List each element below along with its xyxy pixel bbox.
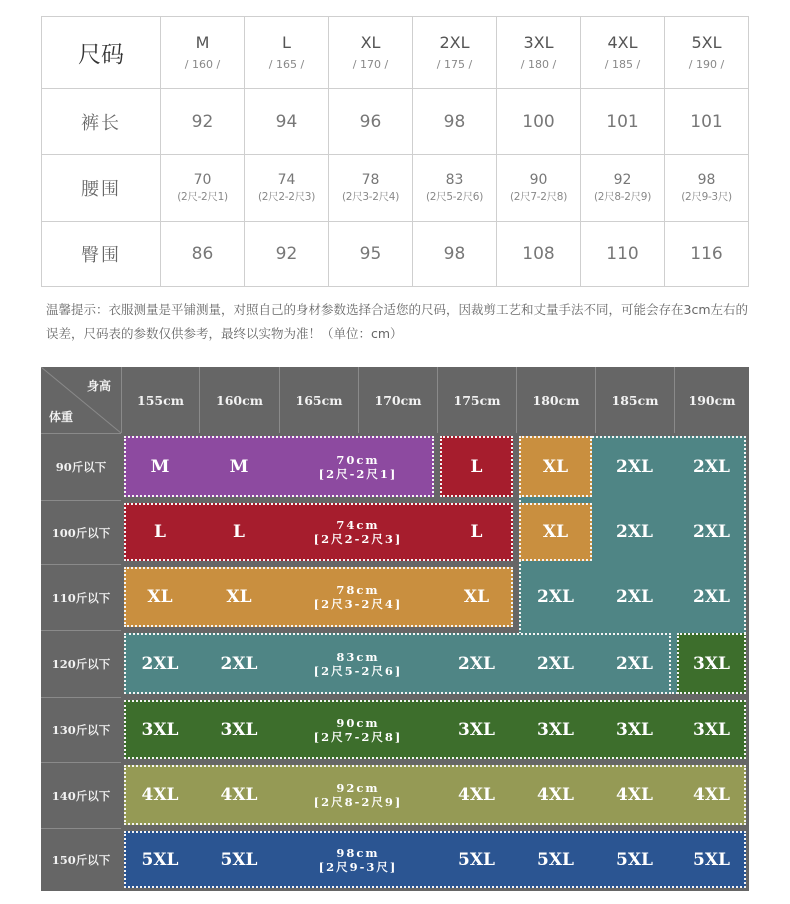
size-col-xl <box>329 17 413 89</box>
size-label: XL <box>360 32 381 52</box>
size-label: 4XL <box>616 785 653 805</box>
cell-value: 101 <box>606 111 639 132</box>
waist-chi: [2尺8-2尺9] <box>313 795 403 809</box>
height-axis-label: 身高 <box>86 379 111 393</box>
waist-cm: 74cm <box>336 518 380 532</box>
cell-chi-value: (2尺-2尺1) <box>177 191 228 203</box>
cell-value: 95 <box>359 244 382 264</box>
size-table <box>41 16 749 287</box>
waist-chi: [2尺-2尺1] <box>318 466 398 481</box>
table-cell <box>497 155 581 222</box>
size-label: 4XL <box>141 785 179 805</box>
size-height: / 180 / <box>520 57 557 71</box>
cell-value: 86 <box>191 244 214 264</box>
waist-cm: 98cm <box>336 845 380 860</box>
cell-value: 78 <box>361 172 380 188</box>
size-label: XL <box>542 456 569 477</box>
size-col-2xl <box>413 17 497 89</box>
cell-value: 96 <box>359 111 382 132</box>
cell-value: 101 <box>690 111 723 132</box>
size-label: 3XL <box>523 32 554 52</box>
cell-value: 108 <box>522 244 555 264</box>
table-cell <box>497 222 581 287</box>
weight-row-label: 140斤以下 <box>41 762 121 828</box>
table-cell <box>161 89 245 155</box>
cell-value: 94 <box>275 111 298 132</box>
cell-value: 110 <box>606 244 639 264</box>
height-weight-chart <box>41 367 749 891</box>
size-col-m <box>161 17 245 89</box>
table-cell <box>245 222 329 287</box>
size-label: 2XL <box>537 653 574 674</box>
row-label-cell <box>42 222 161 287</box>
table-cell <box>245 155 329 222</box>
size-label: 2XL <box>537 587 574 607</box>
row-label: 腰围 <box>81 179 121 200</box>
weight-row-label: 150斤以下 <box>41 828 121 891</box>
height-header-cell: 185cm <box>595 367 674 433</box>
weight-row-label: 120斤以下 <box>41 630 121 697</box>
weight-row-label: 100斤以下 <box>41 500 121 564</box>
cell-value: 98 <box>443 244 466 264</box>
table-cell <box>161 155 245 222</box>
size-label: 2XL <box>616 653 653 674</box>
size-label: 4XL <box>693 785 730 805</box>
size-label: 3XL <box>693 653 730 674</box>
size-label: 2XL <box>616 522 653 542</box>
size-label: 3XL <box>458 719 495 740</box>
height-header-cell: 175cm <box>437 367 516 433</box>
size-label: XL <box>463 587 490 607</box>
waist-cm: 70cm <box>336 452 380 467</box>
table-cell <box>497 89 581 155</box>
cell-chi-value: (2尺9-3尺) <box>681 191 732 203</box>
weight-row-label: 90斤以下 <box>41 433 121 500</box>
size-label: 2XL <box>458 653 495 674</box>
waist-label <box>314 583 403 611</box>
size-label: 5XL <box>537 849 574 870</box>
size-label: L <box>282 32 291 52</box>
cell-chi-value: (2尺8-2尺9) <box>593 191 651 203</box>
size-label: 5XL <box>141 849 179 870</box>
waist-cm: 90cm <box>336 715 380 730</box>
cell-value: 100 <box>522 111 555 132</box>
weight-row-label: 130斤以下 <box>41 697 121 762</box>
table-cell <box>329 89 413 155</box>
weight-row-label: 110斤以下 <box>41 564 121 630</box>
waist-cm: 83cm <box>336 649 380 664</box>
size-label: L <box>470 522 483 542</box>
waist-cm: 78cm <box>336 583 380 597</box>
cell-chi-value: (2尺5-2尺6) <box>425 191 483 203</box>
size-label: 5XL <box>616 849 653 870</box>
size-label: L <box>470 456 483 477</box>
size-label: 3XL <box>220 719 258 740</box>
size-label: 3XL <box>141 719 179 740</box>
pants-length-row <box>42 89 749 155</box>
waist-label <box>319 453 398 481</box>
cell-value: 74 <box>277 172 296 188</box>
cell-value: 98 <box>697 172 716 188</box>
size-label: 4XL <box>458 785 495 805</box>
height-header <box>41 367 749 433</box>
size-label: 5XL <box>220 849 258 870</box>
size-col-3xl <box>497 17 581 89</box>
cell-value: 83 <box>445 172 464 188</box>
cell-value: 70 <box>193 172 212 188</box>
size-label: 3XL <box>537 719 574 740</box>
size-label: M <box>229 456 249 477</box>
size-label: 2XL <box>220 653 258 674</box>
table-cell <box>413 89 497 155</box>
row-label: 臀围 <box>81 245 121 266</box>
waist-chi: [2尺2-2尺3] <box>313 532 403 546</box>
cell-value: 92 <box>275 244 298 264</box>
size-height: / 185 / <box>604 57 641 71</box>
size-label: 2XL <box>693 587 730 607</box>
table-cell <box>581 155 665 222</box>
size-label: 5XL <box>458 849 495 870</box>
waist-label <box>314 716 403 744</box>
waist-chi: [2尺7-2尺8] <box>313 729 403 744</box>
size-col-l <box>245 17 329 89</box>
waist-label <box>314 518 403 546</box>
size-height: / 175 / <box>436 57 473 71</box>
size-height: / 170 / <box>352 57 389 71</box>
waist-label <box>319 846 398 874</box>
waist-cm: 92cm <box>336 781 380 795</box>
cell-value: 92 <box>613 172 632 188</box>
size-label: 4XL <box>537 785 574 805</box>
size-col-5xl <box>665 17 749 89</box>
size-label: 2XL <box>693 522 730 542</box>
waist-chi: [2尺3-2尺4] <box>313 597 403 611</box>
size-label: XL <box>542 522 569 542</box>
size-table-corner <box>42 17 161 89</box>
table-cell <box>329 155 413 222</box>
size-col-4xl <box>581 17 665 89</box>
cell-chi-value: (2尺2-2尺3) <box>257 191 315 203</box>
table-cell <box>665 155 749 222</box>
height-header-cell: 165cm <box>279 367 358 433</box>
table-cell <box>413 222 497 287</box>
cell-value: 98 <box>443 111 466 132</box>
height-header-cell: 190cm <box>674 367 749 433</box>
size-height: / 160 / <box>184 57 221 71</box>
size-header-row <box>42 17 749 89</box>
height-header-cell: 160cm <box>199 367 279 433</box>
table-cell <box>413 155 497 222</box>
cell-chi-value: (2尺7-2尺8) <box>509 191 567 203</box>
table-cell <box>581 89 665 155</box>
size-label: 2XL <box>616 456 653 477</box>
size-label: 5XL <box>693 849 730 870</box>
height-header-cell: 155cm <box>121 367 199 433</box>
table-cell <box>581 222 665 287</box>
table-cell <box>329 222 413 287</box>
waist-chi: [2尺9-3尺] <box>318 859 398 874</box>
size-label: M <box>195 32 210 52</box>
size-label: 2XL <box>141 653 179 674</box>
height-header-cell: 180cm <box>516 367 595 433</box>
size-label: 4XL <box>607 32 638 52</box>
size-label: L <box>233 522 245 542</box>
size-label: 5XL <box>691 32 722 52</box>
waist-label <box>314 781 403 809</box>
size-label: L <box>154 522 166 542</box>
hip-row <box>42 222 749 287</box>
size-label: XL <box>147 587 173 607</box>
waist-row <box>42 155 749 222</box>
waist-chi: [2尺5-2尺6] <box>313 663 403 678</box>
size-label: XL <box>226 587 252 607</box>
size-label: 2XL <box>616 587 653 607</box>
cell-value: 90 <box>529 172 548 188</box>
table-cell <box>665 222 749 287</box>
size-height: / 190 / <box>688 57 725 71</box>
waist-label <box>314 650 403 678</box>
size-corner-label: 尺码 <box>78 42 124 68</box>
cell-chi-value: (2尺3-2尺4) <box>341 191 399 203</box>
size-notice: 温馨提示：衣服测量是平铺测量，对照自己的身材参数选择合适您的尺码，因裁剪工艺和丈量手法不同，可能会存在3cm左右的误差，尺码表的参数仅供参考，最终以实物为准！（单位：cm） <box>46 302 749 341</box>
weight-axis-label: 体重 <box>49 410 74 424</box>
height-header-cell: 170cm <box>358 367 437 433</box>
size-label: 3XL <box>616 719 653 740</box>
row-label: 裤长 <box>81 112 121 134</box>
table-cell <box>665 89 749 155</box>
row-label-cell <box>42 155 161 222</box>
row-label-cell <box>42 89 161 155</box>
cell-value: 116 <box>690 244 723 264</box>
size-label: 3XL <box>693 719 730 740</box>
table-cell <box>161 222 245 287</box>
table-cell <box>245 89 329 155</box>
size-label: 2XL <box>693 456 730 477</box>
size-label: 2XL <box>439 32 470 52</box>
size-label: M <box>150 456 170 477</box>
cell-value: 92 <box>191 111 214 132</box>
size-height: / 165 / <box>268 57 305 71</box>
size-label: 4XL <box>220 785 258 805</box>
